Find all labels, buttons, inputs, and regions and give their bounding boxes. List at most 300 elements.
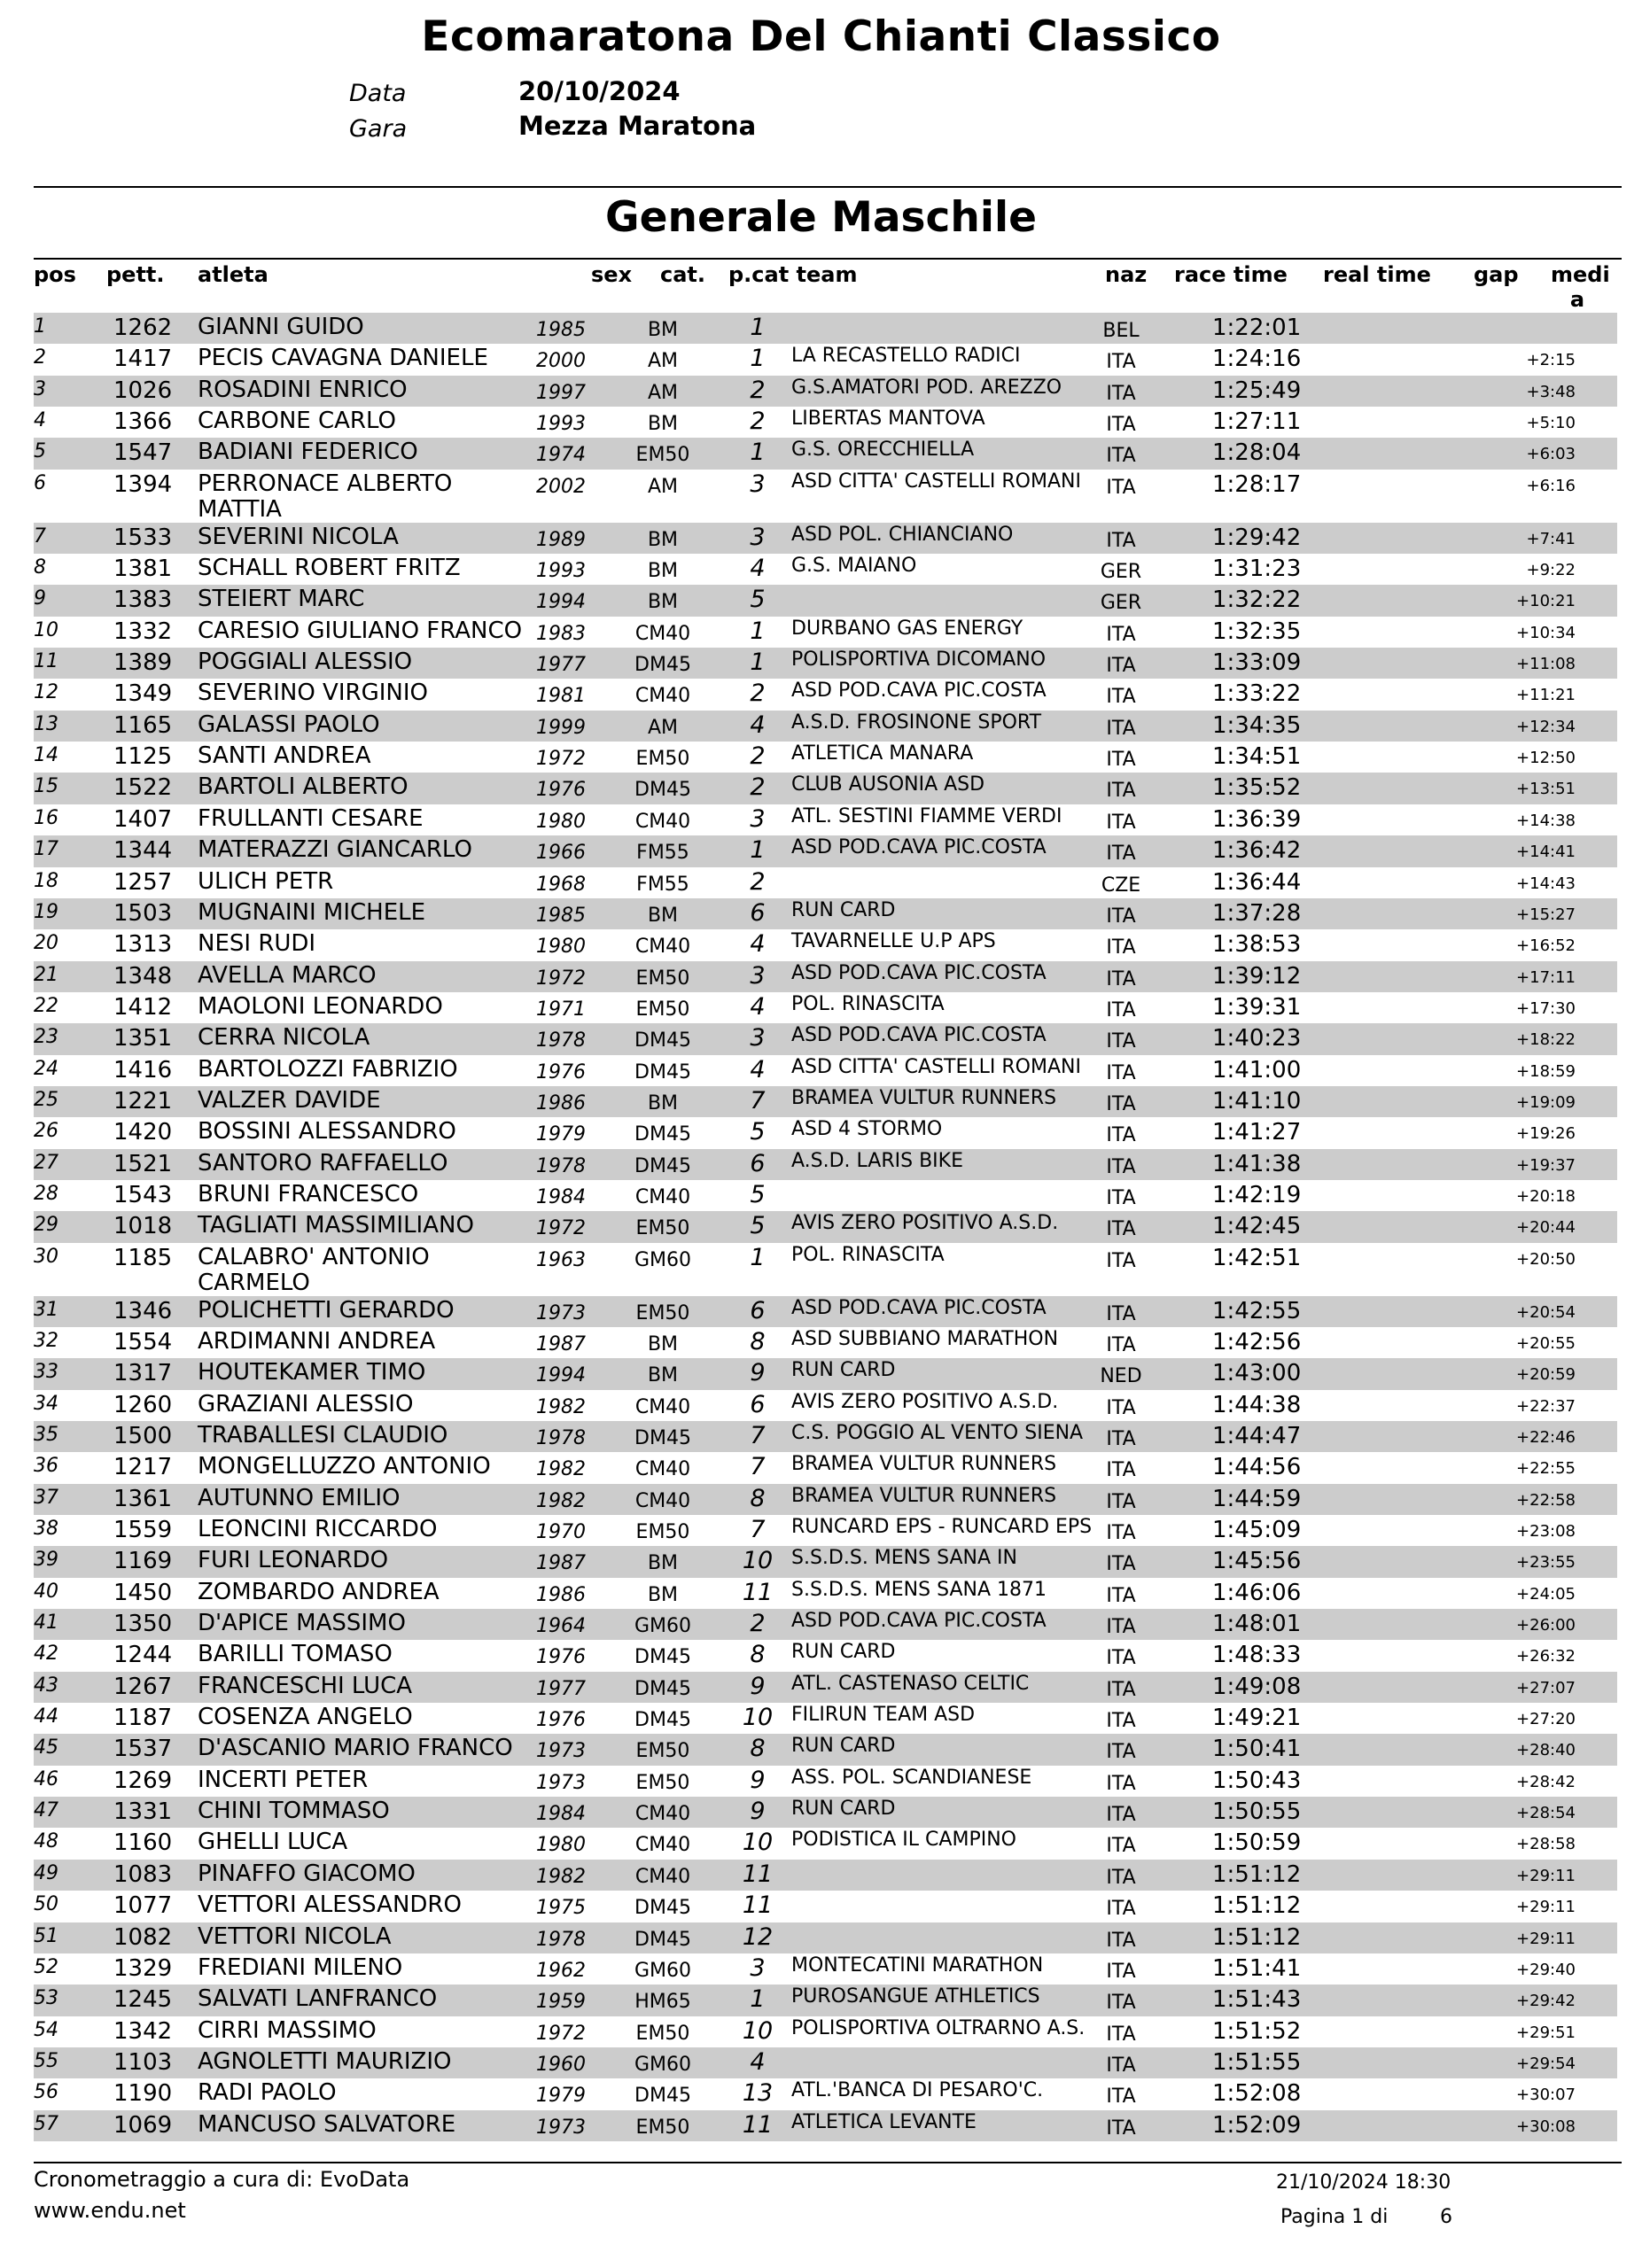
nation: ITA <box>1106 1249 1136 1272</box>
birth-year: 2002 <box>536 475 586 498</box>
race-time: 1:51:43 <box>1212 1986 1302 2014</box>
birth-year: 1989 <box>536 528 586 551</box>
birth-year: 1978 <box>536 1928 586 1951</box>
bib: 1420 <box>113 1119 173 1146</box>
team-name: RUN CARD <box>791 1735 896 1758</box>
bib: 1082 <box>113 1923 173 1951</box>
athlete-name: SANTI ANDREA <box>198 742 371 770</box>
birth-year: 1973 <box>536 1771 586 1794</box>
category-position: 11 <box>742 2110 774 2139</box>
category: HM65 <box>634 1991 691 2014</box>
category-position: 11 <box>742 1860 774 1888</box>
category-position: 6 <box>750 898 766 927</box>
category-position: 6 <box>750 1390 766 1418</box>
nation: GER <box>1100 561 1142 584</box>
category-position: 2 <box>750 867 766 896</box>
team-name: LA RECASTELLO RADICI <box>791 345 1021 368</box>
nation: ITA <box>1106 1772 1136 1795</box>
bib: 1389 <box>113 649 173 677</box>
table-row <box>34 1086 1617 1117</box>
table-row <box>34 1296 1617 1327</box>
table-row <box>34 742 1617 773</box>
category-position: 8 <box>750 1641 766 1669</box>
bib: 1450 <box>113 1579 173 1606</box>
position: 32 <box>34 1329 58 1352</box>
bib: 1262 <box>113 315 173 341</box>
athlete-name: BARTOLOZZI FABRIZIO <box>198 1055 458 1083</box>
category: DM45 <box>634 1154 691 1177</box>
gap: +15:27 <box>1516 905 1576 924</box>
position: 19 <box>34 900 58 923</box>
birth-year: 1993 <box>536 560 586 583</box>
gap: +30:07 <box>1516 2085 1576 2105</box>
category: EM50 <box>635 1771 690 1794</box>
category-position: 9 <box>750 1672 766 1700</box>
gap: +23:55 <box>1516 1553 1576 1573</box>
nation: ITA <box>1106 717 1136 740</box>
category-position: 2 <box>750 1610 766 1638</box>
nation: ITA <box>1106 1186 1136 1209</box>
position: 47 <box>34 1799 58 1822</box>
category-position: 4 <box>750 711 766 739</box>
gap: +29:54 <box>1516 2054 1576 2073</box>
athlete-name: PINAFFO GIACOMO <box>198 1860 416 1887</box>
gap: +29:40 <box>1516 1960 1576 1979</box>
gap: +14:41 <box>1516 843 1576 862</box>
gap: +16:52 <box>1516 936 1576 956</box>
position: 20 <box>34 932 58 955</box>
team-name: ASD CITTA' CASTELLI ROMANI <box>791 470 1081 493</box>
team-name: S.S.D.S. MENS SANA 1871 <box>791 1578 1047 1601</box>
race-time: 1:33:22 <box>1212 680 1302 708</box>
category-position: 4 <box>750 555 766 583</box>
bib: 1160 <box>113 1829 173 1857</box>
birth-year: 1978 <box>536 1029 586 1052</box>
race-time: 1:32:35 <box>1212 617 1302 645</box>
athlete-name: ULICH PETR <box>198 867 334 895</box>
col-pcat-team-header: p.cat team <box>728 262 858 287</box>
nation: ITA <box>1106 529 1136 552</box>
gap: +28:58 <box>1516 1835 1576 1854</box>
athlete-name: MATERAZZI GIANCARLO <box>198 836 472 864</box>
category: DM45 <box>634 1427 691 1449</box>
gap: +20:50 <box>1516 1249 1576 1269</box>
nation: ITA <box>1106 998 1136 1021</box>
bib: 1351 <box>113 1025 173 1052</box>
bib: 1342 <box>113 2017 173 2045</box>
nation: ITA <box>1106 686 1136 709</box>
table-row <box>34 1640 1617 1671</box>
team-name: G.S. MAIANO <box>791 555 917 578</box>
team-name: PUROSANGUE ATHLETICS <box>791 1985 1040 2008</box>
category: GM60 <box>634 1959 692 1982</box>
birth-year: 1972 <box>536 2022 586 2045</box>
category: EM50 <box>635 998 690 1021</box>
site-url: www.endu.net <box>34 2198 186 2223</box>
nation: ITA <box>1106 2117 1136 2140</box>
race-time: 1:28:17 <box>1212 470 1302 498</box>
nation: ITA <box>1106 1584 1136 1607</box>
race-time: 1:40:23 <box>1212 1025 1302 1052</box>
category: BM <box>647 413 679 436</box>
position: 38 <box>34 1518 58 1541</box>
table-row <box>34 1828 1617 1859</box>
birth-year: 1982 <box>536 1458 586 1481</box>
category-position: 12 <box>742 1922 774 1951</box>
race-time: 1:50:55 <box>1212 1798 1302 1826</box>
athlete-name: ZOMBARDO ANDREA <box>198 1578 440 1605</box>
birth-year: 1972 <box>536 748 586 771</box>
table-row <box>34 1609 1617 1640</box>
race-time: 1:37:28 <box>1212 899 1302 927</box>
gap: +27:20 <box>1516 1710 1576 1729</box>
team-name: ASD POD.CAVA PIC.COSTA <box>791 1024 1047 1047</box>
position: 7 <box>34 524 46 548</box>
team-name: ASD POD.CAVA PIC.COSTA <box>791 961 1047 984</box>
position: 14 <box>34 744 58 767</box>
bib: 1169 <box>113 1548 173 1575</box>
nation: GER <box>1100 592 1142 615</box>
birth-year: 1970 <box>536 1521 586 1544</box>
category: EM50 <box>635 2022 690 2045</box>
category: BM <box>647 319 679 341</box>
category-position: 7 <box>750 1516 766 1544</box>
nation: ITA <box>1106 1459 1136 1482</box>
race-time: 1:34:35 <box>1212 711 1302 739</box>
category-position: 4 <box>750 992 766 1021</box>
bib: 1417 <box>113 346 173 373</box>
race-time: 1:28:04 <box>1212 439 1302 467</box>
category-position: 1 <box>750 649 766 677</box>
position: 44 <box>34 1705 58 1728</box>
category: BM <box>647 1583 679 1606</box>
nation: ITA <box>1106 780 1136 803</box>
table-row <box>34 648 1617 679</box>
athlete-name: SEVERINO VIRGINIO <box>198 680 428 707</box>
table-row <box>34 1578 1617 1609</box>
category-position: 2 <box>750 742 766 771</box>
category: AM <box>647 716 679 739</box>
athlete-name: AGNOLETTI MAURIZIO <box>198 2047 452 2075</box>
race-time: 1:34:51 <box>1212 743 1302 771</box>
table-row <box>34 804 1617 835</box>
table-row <box>34 1734 1617 1765</box>
category: AM <box>647 475 679 498</box>
athlete-name: SANTORO RAFFAELLO <box>198 1149 448 1177</box>
nation: ITA <box>1106 1155 1136 1178</box>
team-name: ASD CITTA' CASTELLI ROMANI <box>791 1055 1081 1078</box>
category: DM45 <box>634 1709 691 1732</box>
team-name: ASD SUBBIANO MARATHON <box>791 1327 1059 1350</box>
team-name: RUNCARD EPS - RUNCARD EPS <box>791 1516 1093 1539</box>
bib: 1349 <box>113 680 173 708</box>
gap: +22:37 <box>1516 1396 1576 1416</box>
category-position: 10 <box>742 2016 774 2045</box>
race-time: 1:41:38 <box>1212 1150 1302 1177</box>
category-position: 8 <box>750 1327 766 1355</box>
athlete-name: BADIANI FEDERICO <box>198 439 418 466</box>
athlete-name: LEONCINI RICCARDO <box>198 1516 438 1543</box>
race-time: 1:48:33 <box>1212 1642 1302 1669</box>
nation: ITA <box>1106 1522 1136 1545</box>
athlete-name: CHINI TOMMASO <box>198 1798 390 1825</box>
col-avg-header: medi a <box>1551 262 1610 312</box>
gap: +29:11 <box>1516 1929 1576 1948</box>
race-time: 1:41:27 <box>1212 1119 1302 1146</box>
team-name: RUN CARD <box>791 1798 896 1821</box>
team-name: BRAMEA VULTUR RUNNERS <box>791 1086 1057 1109</box>
athlete-name: FRANCESCHI LUCA <box>198 1672 413 1699</box>
table-row <box>34 617 1617 648</box>
race-time: 1:52:09 <box>1212 2111 1302 2139</box>
team-name: ATL.'BANCA DI PESARO'C. <box>791 2079 1044 2102</box>
birth-year: 1985 <box>536 904 586 927</box>
race-time: 1:50:41 <box>1212 1736 1302 1763</box>
category-position: 5 <box>750 1118 766 1146</box>
athlete-name: POLICHETTI GERARDO <box>198 1296 455 1324</box>
team-name: ASD POL. CHIANCIANO <box>791 523 1014 546</box>
position: 6 <box>34 471 46 494</box>
category-position: 6 <box>750 1149 766 1177</box>
position: 26 <box>34 1120 58 1143</box>
birth-year: 1980 <box>536 1834 586 1857</box>
category: CM40 <box>634 936 691 959</box>
category: EM50 <box>635 1521 690 1544</box>
ranking-title: Generale Maschile <box>605 193 1037 242</box>
bib: 1500 <box>113 1423 173 1449</box>
table-row <box>34 1891 1617 1922</box>
position: 36 <box>34 1455 58 1478</box>
race-time: 1:51:12 <box>1212 1923 1302 1951</box>
table-row <box>34 2047 1617 2078</box>
athlete-name: PECIS CAVAGNA DANIELE <box>198 345 488 372</box>
birth-year: 1977 <box>536 1677 586 1700</box>
nation: ITA <box>1106 2054 1136 2077</box>
athlete-name: MANCUSO SALVATORE <box>198 2110 456 2138</box>
race-time: 1:35:52 <box>1212 774 1302 802</box>
gap: +23:08 <box>1516 1522 1576 1542</box>
gap: +19:26 <box>1516 1124 1576 1144</box>
category: EM50 <box>635 967 690 990</box>
position: 41 <box>34 1612 58 1635</box>
bib: 1521 <box>113 1150 173 1177</box>
bib: 1346 <box>113 1297 173 1324</box>
bib: 1332 <box>113 617 173 645</box>
birth-year: 1987 <box>536 1332 586 1355</box>
nation: ITA <box>1106 1992 1136 2015</box>
bib: 1317 <box>113 1360 173 1387</box>
birth-year: 1982 <box>536 1489 586 1512</box>
table-row <box>34 992 1617 1023</box>
category-position: 1 <box>750 345 766 373</box>
category: CM40 <box>634 1458 691 1481</box>
nation: ITA <box>1106 2023 1136 2046</box>
race-time: 1:25:49 <box>1212 377 1302 404</box>
position: 49 <box>34 1861 58 1884</box>
table-row <box>34 1358 1617 1389</box>
team-name: FILIRUN TEAM ASD <box>791 1704 976 1727</box>
team-name: ATL. SESTINI FIAMME VERDI <box>791 804 1062 827</box>
team-name: ASD POD.CAVA PIC.COSTA <box>791 836 1047 859</box>
category: CM40 <box>634 685 691 708</box>
nation: ITA <box>1106 749 1136 772</box>
position: 45 <box>34 1736 58 1759</box>
category: DM45 <box>634 654 691 677</box>
gap: +14:43 <box>1516 874 1576 893</box>
race-time: 1:52:08 <box>1212 2080 1302 2108</box>
athlete-name: BRUNI FRANCESCO <box>198 1180 419 1208</box>
position: 4 <box>34 409 46 432</box>
position: 16 <box>34 806 58 829</box>
athlete-name: SALVATI LANFRANCO <box>198 1985 438 2013</box>
nation: ITA <box>1106 1396 1136 1419</box>
team-name: POL. RINASCITA <box>791 1243 945 1266</box>
bib: 1313 <box>113 931 173 959</box>
category-position: 1 <box>750 1243 766 1271</box>
category: CM40 <box>634 1395 691 1418</box>
nation: ITA <box>1106 1710 1136 1733</box>
birth-year: 1993 <box>536 413 586 436</box>
race-label: Gara <box>349 115 408 143</box>
gap: +17:30 <box>1516 998 1576 1018</box>
category-position: 1 <box>750 617 766 645</box>
position: 40 <box>34 1580 58 1603</box>
bib: 1190 <box>113 2080 173 2108</box>
bib: 1537 <box>113 1736 173 1763</box>
table-row <box>34 773 1617 804</box>
bib: 1165 <box>113 711 173 739</box>
gap: +29:51 <box>1516 2023 1576 2042</box>
category: DM45 <box>634 1897 691 1920</box>
athlete-name: ROSADINI ENRICO <box>198 376 408 403</box>
category: EM50 <box>635 1301 690 1324</box>
birth-year: 1978 <box>536 1154 586 1177</box>
nation: ITA <box>1106 2085 1136 2109</box>
race-time: 1:42:55 <box>1212 1297 1302 1324</box>
team-name: POLISPORTIVA DICOMANO <box>791 649 1047 672</box>
team-name: ASS. POL. SCANDIANESE <box>791 1766 1032 1789</box>
nation: CZE <box>1101 874 1141 897</box>
date-label: Data <box>349 80 407 107</box>
athlete-name: VETTORI NICOLA <box>198 1922 392 1950</box>
bib: 1407 <box>113 805 173 833</box>
race-time: 1:49:08 <box>1212 1673 1302 1700</box>
category-position: 1 <box>750 314 766 341</box>
table-row <box>34 1117 1617 1148</box>
category: CM40 <box>634 1803 691 1826</box>
page-total: 6 <box>1440 2206 1452 2228</box>
page-label: Pagina 1 di <box>1280 2206 1389 2228</box>
birth-year: 1997 <box>536 381 586 404</box>
nation: ITA <box>1106 1835 1136 1858</box>
position: 2 <box>34 346 46 369</box>
category-position: 5 <box>750 586 766 614</box>
team-name: A.S.D. LARIS BIKE <box>791 1149 963 1172</box>
race-time: 1:36:44 <box>1212 868 1302 896</box>
category: BM <box>647 1552 679 1575</box>
table-row <box>34 2078 1617 2109</box>
position: 3 <box>34 377 46 400</box>
category: CM40 <box>634 810 691 833</box>
bib: 1269 <box>113 1767 173 1794</box>
nation: ITA <box>1106 1092 1136 1115</box>
category-position: 2 <box>750 773 766 802</box>
gap: +22:58 <box>1516 1490 1576 1510</box>
category: DM45 <box>634 1646 691 1669</box>
gap: +12:34 <box>1516 717 1576 736</box>
birth-year: 1976 <box>536 779 586 802</box>
table-row <box>34 1211 1617 1242</box>
birth-year: 1994 <box>536 591 586 614</box>
team-name: PODISTICA IL CAMPINO <box>791 1829 1016 1852</box>
category: DM45 <box>634 1123 691 1146</box>
category: GM60 <box>634 1615 692 1638</box>
position: 54 <box>34 2018 58 2041</box>
gap: +11:08 <box>1516 655 1576 674</box>
position: 37 <box>34 1486 58 1509</box>
athlete-name: GALASSI PAOLO <box>198 711 380 738</box>
athlete-name: GIANNI GUIDO <box>198 314 364 340</box>
table-row <box>34 898 1617 929</box>
race-time: 1:24:16 <box>1212 346 1302 373</box>
birth-year: 1963 <box>536 1248 586 1271</box>
category-position: 10 <box>742 1829 774 1857</box>
team-name: LIBERTAS MANTOVA <box>791 408 985 431</box>
position: 53 <box>34 1987 58 2010</box>
race-time: 1:51:41 <box>1212 1954 1302 1982</box>
bib: 1559 <box>113 1517 173 1544</box>
race-time: 1:51:52 <box>1212 2017 1302 2045</box>
team-name: G.S. ORECCHIELLA <box>791 439 975 462</box>
table-row <box>34 344 1617 375</box>
race-time: 1:44:47 <box>1212 1423 1302 1449</box>
position: 8 <box>34 556 46 579</box>
birth-year: 1982 <box>536 1395 586 1418</box>
race-time: 1:50:59 <box>1212 1829 1302 1857</box>
athlete-name: MUGNAINI MICHELE <box>198 898 426 926</box>
team-name: POLISPORTIVA OLTRARNO A.S. <box>791 2016 1086 2039</box>
race-time: 1:42:51 <box>1212 1244 1302 1271</box>
table-top-divider <box>34 258 1622 260</box>
position: 25 <box>34 1088 58 1111</box>
bib: 1554 <box>113 1328 173 1355</box>
category-position: 2 <box>750 408 766 436</box>
category: BM <box>647 1364 679 1387</box>
category-position: 2 <box>750 680 766 708</box>
category-position: 7 <box>750 1453 766 1481</box>
category: BM <box>647 1091 679 1115</box>
table-row <box>34 1390 1617 1421</box>
category-position: 9 <box>750 1798 766 1826</box>
gap: +18:22 <box>1516 1030 1576 1050</box>
race-time: 1:43:00 <box>1212 1360 1302 1387</box>
position: 43 <box>34 1674 58 1697</box>
race-time: 1:27:11 <box>1212 408 1302 436</box>
bib: 1077 <box>113 1892 173 1920</box>
category: DM45 <box>634 2085 691 2108</box>
gap: +19:09 <box>1516 1092 1576 1112</box>
nation: ITA <box>1106 1678 1136 1701</box>
gap: +26:00 <box>1516 1616 1576 1635</box>
athlete-name: CARESIO GIULIANO FRANCO <box>198 617 523 644</box>
category-position: 1 <box>750 439 766 467</box>
bib: 1018 <box>113 1213 173 1240</box>
athlete-name: COSENZA ANGELO <box>198 1704 413 1731</box>
category: BM <box>647 1332 679 1355</box>
category-position: 8 <box>750 1484 766 1512</box>
position: 13 <box>34 712 58 735</box>
team-name: BRAMEA VULTUR RUNNERS <box>791 1453 1057 1476</box>
